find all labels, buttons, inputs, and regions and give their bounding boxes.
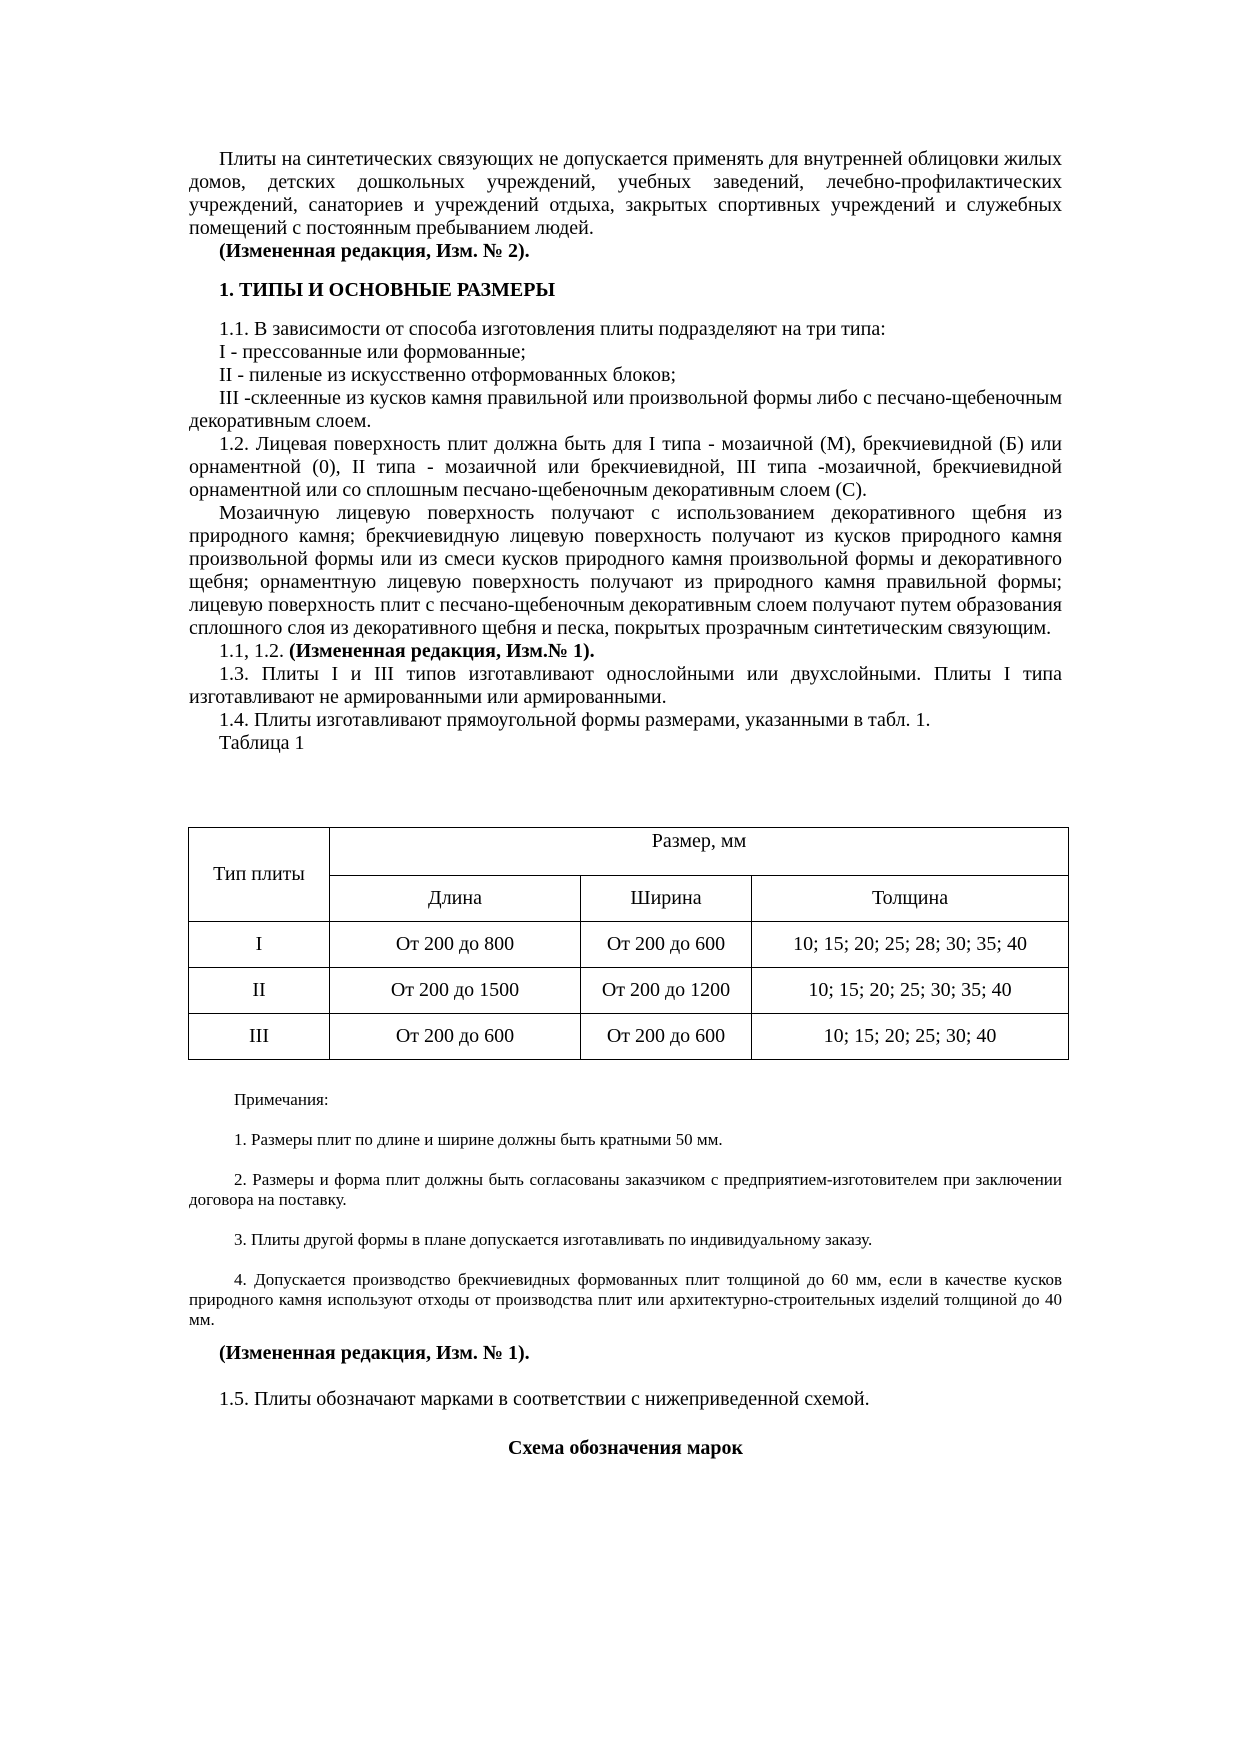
section-heading: 1. ТИПЫ И ОСНОВНЫЕ РАЗМЕРЫ	[219, 279, 556, 301]
mosaic-paragraph: Мозаичную лицевую поверхность получают с использованием декоративного щебня из природного камня; брекчиевидную лицевую поверхность получают из кусков природного камня произвольной формы или из смеси кусков природного камня произвольной формы и декоративного щебня; орнаментную лицевую поверхность получают из природного камня правильной формы; лицевую поверхность плит с песчано-щебеночным декоративным слоем получают путем образования сплошного слоя из декоративного щебня и песка, покрытых прозрачным синтетическим связующим.	[189, 502, 1062, 639]
size-table	[188, 827, 1069, 1060]
header-length: Длина	[330, 876, 581, 922]
cell-width: От 200 до 600	[581, 922, 752, 968]
type-2-item: II - пиленые из искусственно отформованных блоков;	[219, 364, 677, 386]
header-thickness: Толщина	[752, 876, 1069, 922]
cell-width: От 200 до 1200	[581, 968, 752, 1014]
table-row	[189, 968, 1069, 1014]
paragraph-1-3: 1.3. Плиты I и III типов изготавливают однослойными или двухслойными. Плиты I типа изготавливают не армированными или армированными.	[189, 663, 1062, 708]
table-header-row-1	[189, 828, 1069, 876]
edit-note-1: (Измененная редакция, Изм. № 1).	[219, 1342, 530, 1364]
type-3-item: III -склеенные из кусков камня правильной или произвольной формы либо с песчано-щебеночным декоративным слоем.	[189, 387, 1062, 432]
cell-thickness: 10; 15; 20; 25; 30; 40	[752, 1014, 1069, 1060]
note-1: 1. Размеры плит по длине и ширине должны быть кратными 50 мм.	[234, 1130, 723, 1149]
cell-length: От 200 до 600	[330, 1014, 581, 1060]
paragraph-1-5-block	[189, 1388, 1062, 1411]
header-size: Размер, мм	[330, 828, 1069, 876]
notes-title: Примечания:	[234, 1090, 329, 1109]
type-1-item: I - прессованные или формованные;	[219, 341, 526, 363]
notes-block	[189, 1090, 1062, 1330]
document-body	[189, 148, 1062, 755]
table-row	[189, 922, 1069, 968]
note-4: 4. Допускается производство брекчиевидных формованных плит толщиной до 60 мм, если в качестве кусков природного камня используют отходы от производства плит или архитектурно-строительных изделий толщиной до 40 мм.	[189, 1270, 1062, 1329]
edit-note-1-block	[189, 1342, 1062, 1365]
paragraph-1-5: 1.5. Плиты обозначают марками в соответствии с нижеприведенной схемой.	[219, 1388, 870, 1410]
note-3: 3. Плиты другой формы в плане допускается изготавливать по индивидуальному заказу.	[234, 1230, 873, 1249]
paragraph-1-4: 1.4. Плиты изготавливают прямоугольной формы размерами, указанными в табл. 1.	[219, 709, 931, 731]
scheme-title: Схема обозначения марок	[508, 1437, 743, 1459]
paragraph-1-1: 1.1. В зависимости от способа изготовления плиты подразделяют на три типа:	[219, 318, 886, 340]
cell-length: От 200 до 1500	[330, 968, 581, 1014]
table-row	[189, 1014, 1069, 1060]
edit-note-2: (Измененная редакция, Изм. № 2).	[219, 240, 530, 262]
edit-note-bold: (Измененная редакция, Изм.№ 1).	[289, 640, 595, 662]
cell-type: II	[189, 968, 330, 1014]
scheme-title-block	[189, 1437, 1062, 1460]
paragraph-1-2: 1.2. Лицевая поверхность плит должна быть для I типа - мозаичной (М), брекчиевидной (Б) или орнаментной (0), II типа - мозаичной или брекчиевидной, III типа -мозаичной, брекчиевидной орнаментной или со сплошным песчано-щебеночным декоративным слоем (С).	[189, 433, 1062, 501]
cell-thickness: 10; 15; 20; 25; 28; 30; 35; 40	[752, 922, 1069, 968]
cell-thickness: 10; 15; 20; 25; 30; 35; 40	[752, 968, 1069, 1014]
note-2: 2. Размеры и форма плит должны быть согласованы заказчиком с предприятием-изготовителем при заключении договора на поставку.	[189, 1170, 1062, 1209]
header-type: Тип плиты	[189, 828, 330, 922]
header-width: Ширина	[581, 876, 752, 922]
table-caption: Таблица 1	[219, 732, 305, 754]
edit-note-1-1-1-2	[189, 640, 1062, 663]
cell-length: От 200 до 800	[330, 922, 581, 968]
edit-note-prefix: 1.1, 1.2.	[219, 640, 289, 662]
cell-type: III	[189, 1014, 330, 1060]
intro-paragraph: Плиты на синтетических связующих не допускается применять для внутренней облицовки жилых домов, детских дошкольных учреждений, учебных заведений, лечебно-профилактических учреждений, санаториев и учреждений отдыха, закрытых спортивных учреждений и служебных помещений с постоянным пребыванием людей.	[189, 148, 1062, 239]
cell-type: I	[189, 922, 330, 968]
cell-width: От 200 до 600	[581, 1014, 752, 1060]
